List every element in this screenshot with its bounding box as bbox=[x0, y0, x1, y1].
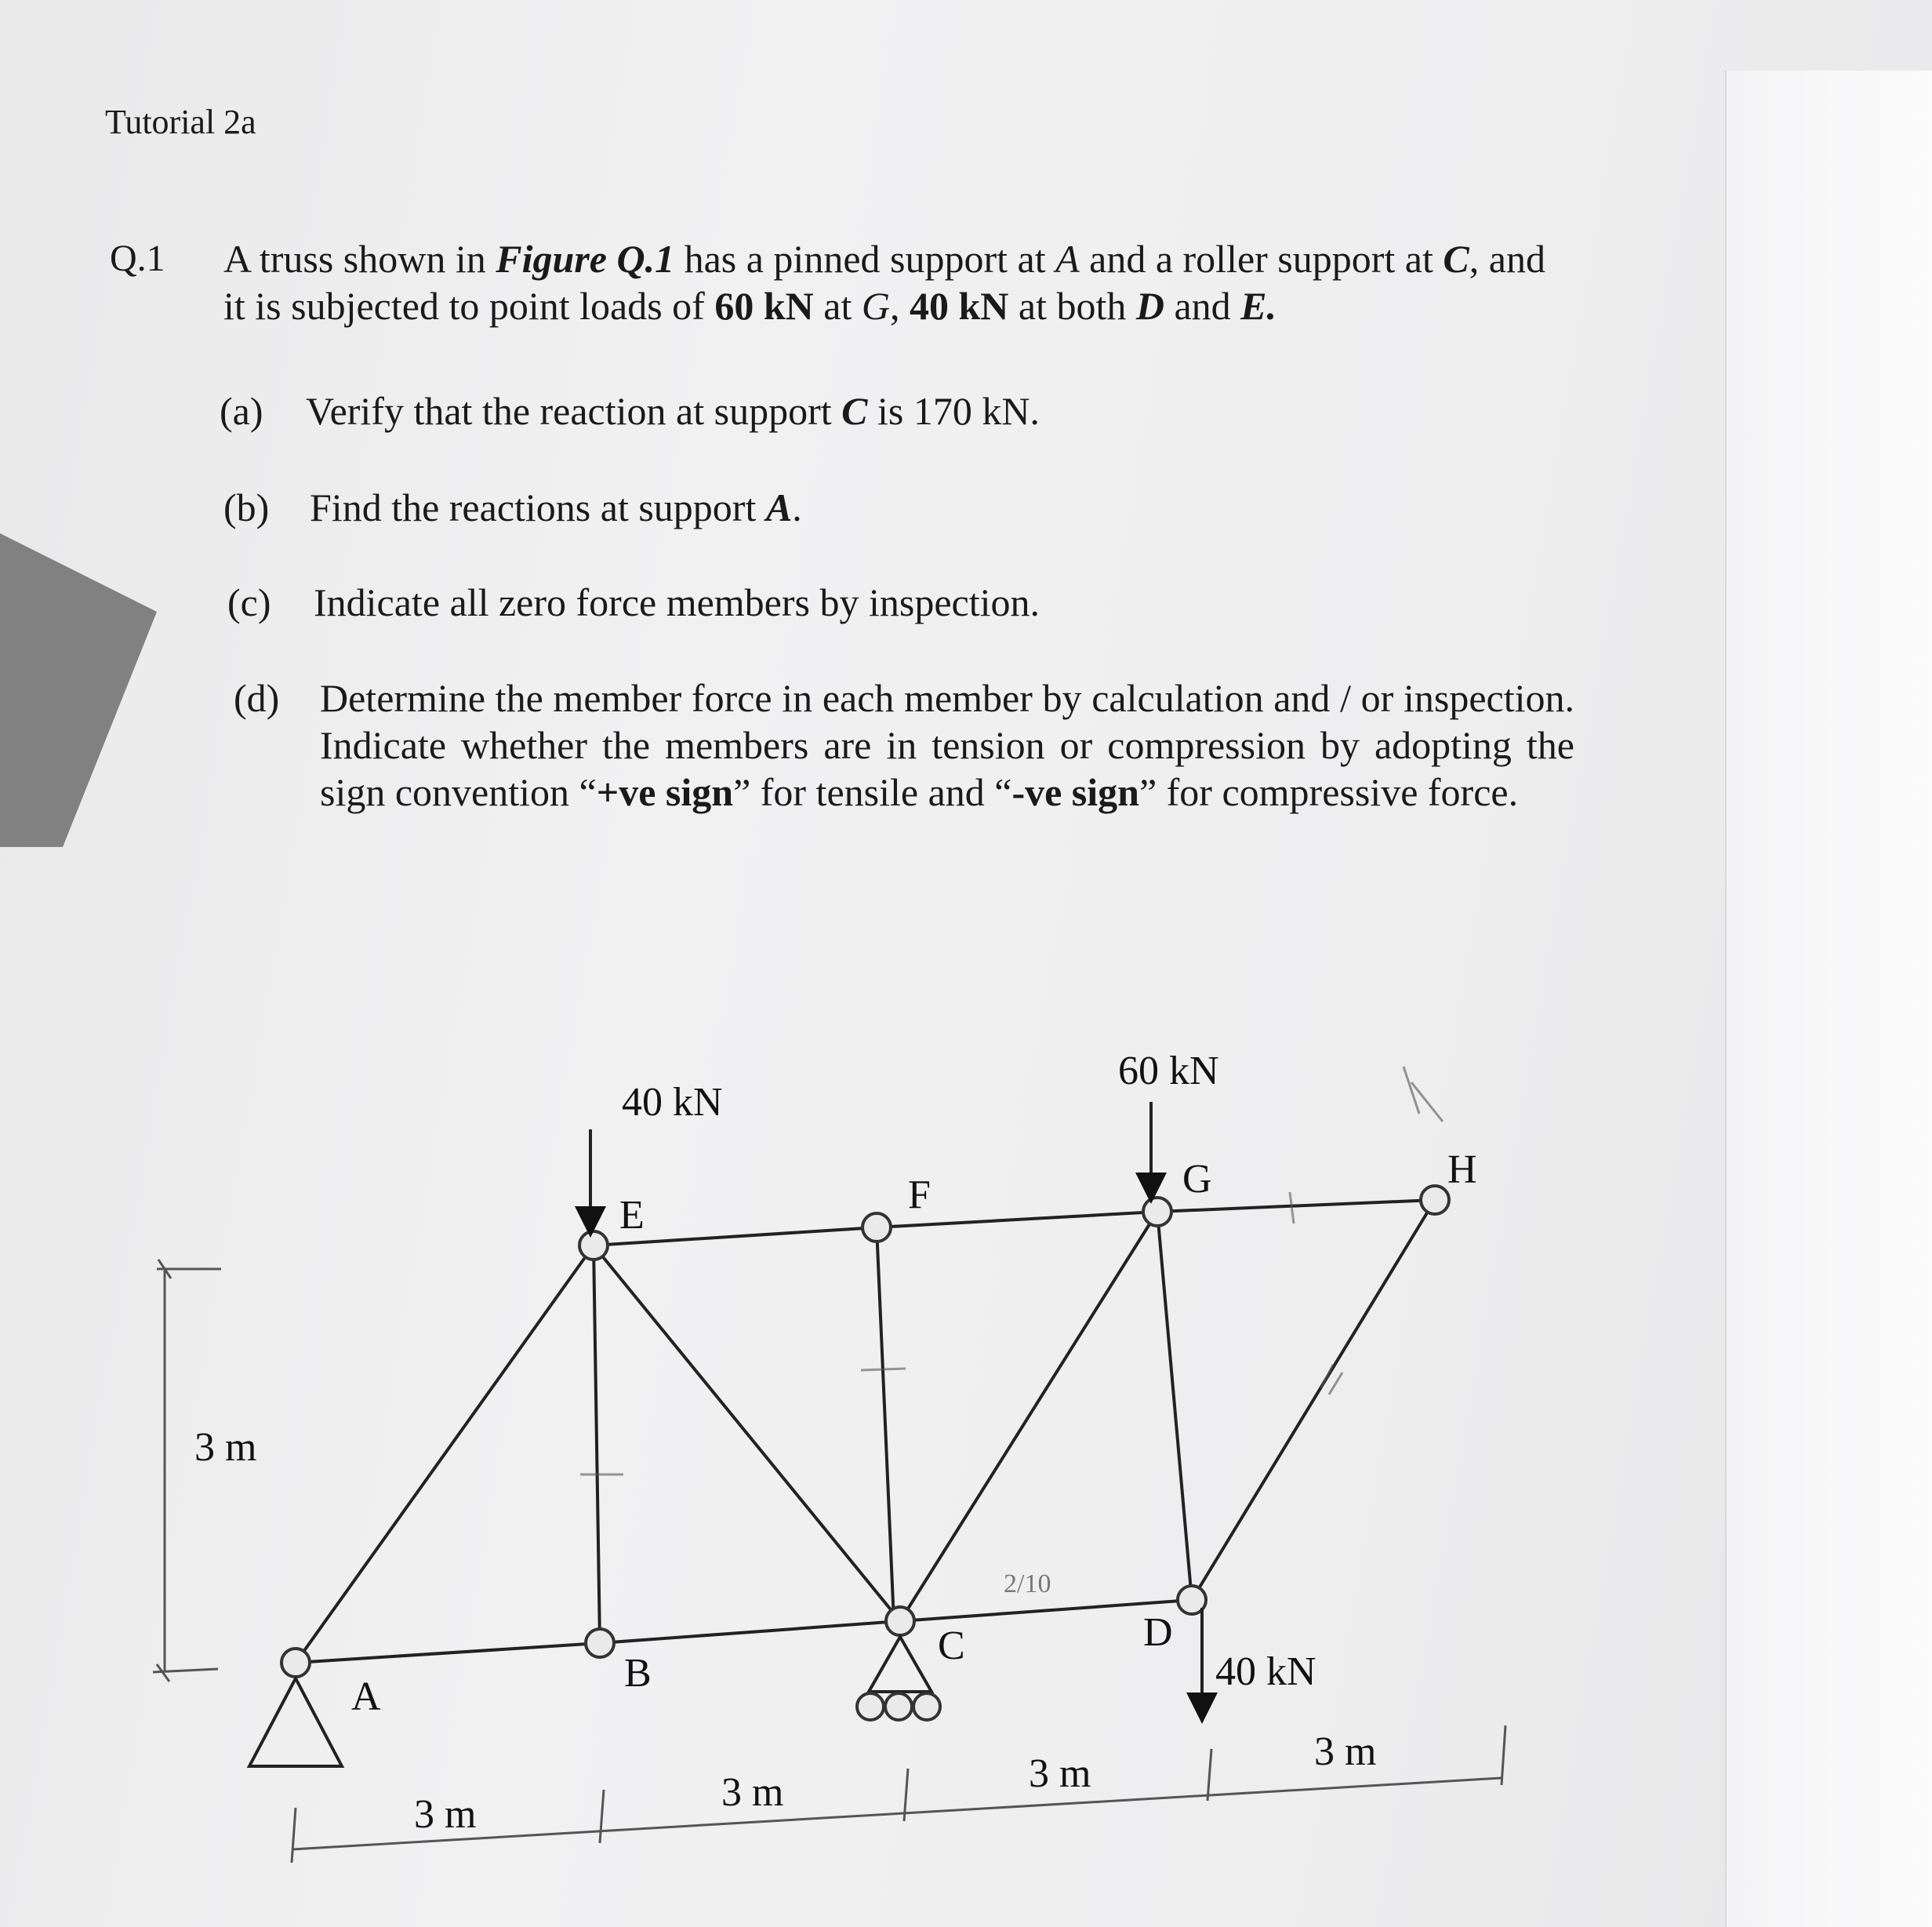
part-text-run: ” for tensile and “ bbox=[733, 770, 1012, 814]
member-FC bbox=[877, 1227, 894, 1621]
label-E: E bbox=[619, 1193, 645, 1238]
span2-label: 3 m bbox=[721, 1770, 784, 1815]
intro-run: at both bbox=[1008, 284, 1136, 328]
question-number: Q.1 bbox=[110, 238, 165, 279]
pencil-note: 2/10 bbox=[1004, 1569, 1051, 1598]
part-text-run: ” for compressive force. bbox=[1138, 770, 1519, 814]
joint-G bbox=[1143, 1198, 1171, 1226]
part-text-run: -ve sign bbox=[1011, 770, 1139, 814]
intro-run: has a pinned support at bbox=[674, 237, 1056, 281]
member-AB bbox=[296, 1643, 600, 1663]
member-AE bbox=[296, 1245, 594, 1663]
part-text-run: A bbox=[765, 485, 793, 529]
intro-run: A truss shown in bbox=[223, 237, 496, 281]
label-G: G bbox=[1182, 1157, 1212, 1202]
label-H: H bbox=[1447, 1147, 1477, 1192]
load-label-G: 60 kN bbox=[1118, 1049, 1219, 1093]
member-BC bbox=[600, 1621, 900, 1643]
intro-run: and a roller support at bbox=[1079, 237, 1444, 281]
label-F: F bbox=[908, 1173, 931, 1217]
member-GH bbox=[1157, 1200, 1435, 1212]
part-text-run: Indicate all zero force members by inspection. bbox=[314, 580, 1040, 624]
intro-run: , and it is subjected to point loads of bbox=[223, 237, 1545, 328]
height-dim-label: 3 m bbox=[194, 1425, 257, 1470]
intro-run: 60 kN bbox=[714, 284, 814, 328]
truss-members bbox=[296, 1200, 1435, 1663]
span3-label: 3 m bbox=[1029, 1751, 1091, 1796]
member-BE bbox=[594, 1245, 600, 1643]
pin-support-A bbox=[249, 1678, 342, 1766]
intro-run: 40 kN bbox=[909, 284, 1009, 328]
intro-run: E. bbox=[1240, 284, 1277, 328]
part-text-run: +ve sign bbox=[596, 770, 734, 814]
tutorial-heading: Tutorial 2a bbox=[105, 103, 256, 141]
span1-label: 3 m bbox=[414, 1792, 477, 1837]
intro-run: Figure Q.1 bbox=[496, 237, 675, 281]
intro-run: A bbox=[1055, 237, 1080, 281]
joint-H bbox=[1421, 1186, 1449, 1214]
intro-run: D bbox=[1135, 284, 1164, 328]
label-C: C bbox=[938, 1623, 965, 1668]
member-GD bbox=[1157, 1212, 1192, 1600]
joint-A bbox=[281, 1649, 310, 1677]
span4-label: 3 m bbox=[1314, 1729, 1377, 1774]
intro-run: G bbox=[861, 284, 890, 328]
pencil-marks bbox=[580, 1067, 1443, 1474]
label-D: D bbox=[1143, 1610, 1173, 1655]
load-label-D: 40 kN bbox=[1215, 1649, 1316, 1694]
intro-run: at bbox=[813, 284, 862, 328]
joint-B bbox=[586, 1629, 614, 1657]
part-text-run: C bbox=[841, 389, 868, 433]
part-text-run: . bbox=[792, 485, 802, 529]
part-d-label: (d) bbox=[234, 676, 280, 720]
part-text-run: Find the reactions at support bbox=[310, 485, 766, 529]
roller-support-C bbox=[857, 1637, 940, 1720]
joint-E bbox=[579, 1231, 608, 1260]
member-CG bbox=[900, 1212, 1157, 1621]
intro-run: and bbox=[1164, 284, 1241, 328]
label-B: B bbox=[624, 1651, 652, 1696]
label-A: A bbox=[351, 1674, 381, 1719]
part-b-label: (b) bbox=[223, 485, 270, 529]
member-DH bbox=[1192, 1200, 1435, 1600]
part-c-label: (c) bbox=[227, 580, 271, 624]
joint-F bbox=[862, 1213, 891, 1242]
intro-run: C bbox=[1443, 237, 1469, 281]
member-EC bbox=[594, 1245, 900, 1621]
intro-run: , bbox=[889, 284, 910, 328]
height-dimension bbox=[153, 1260, 221, 1682]
joint-C bbox=[886, 1607, 914, 1635]
part-text-run: Verify that the reaction at support bbox=[306, 389, 842, 433]
load-label-E: 40 kN bbox=[622, 1080, 723, 1125]
part-a-label: (a) bbox=[220, 389, 263, 433]
truss-joints bbox=[281, 1186, 1449, 1677]
part-text-run: Determine the member force in each member by calculation and / or inspection. Indicate whether the members are in tension or compression by adopting the sign convention “ bbox=[320, 676, 1574, 814]
part-text-run: is 170 kN. bbox=[867, 389, 1040, 433]
